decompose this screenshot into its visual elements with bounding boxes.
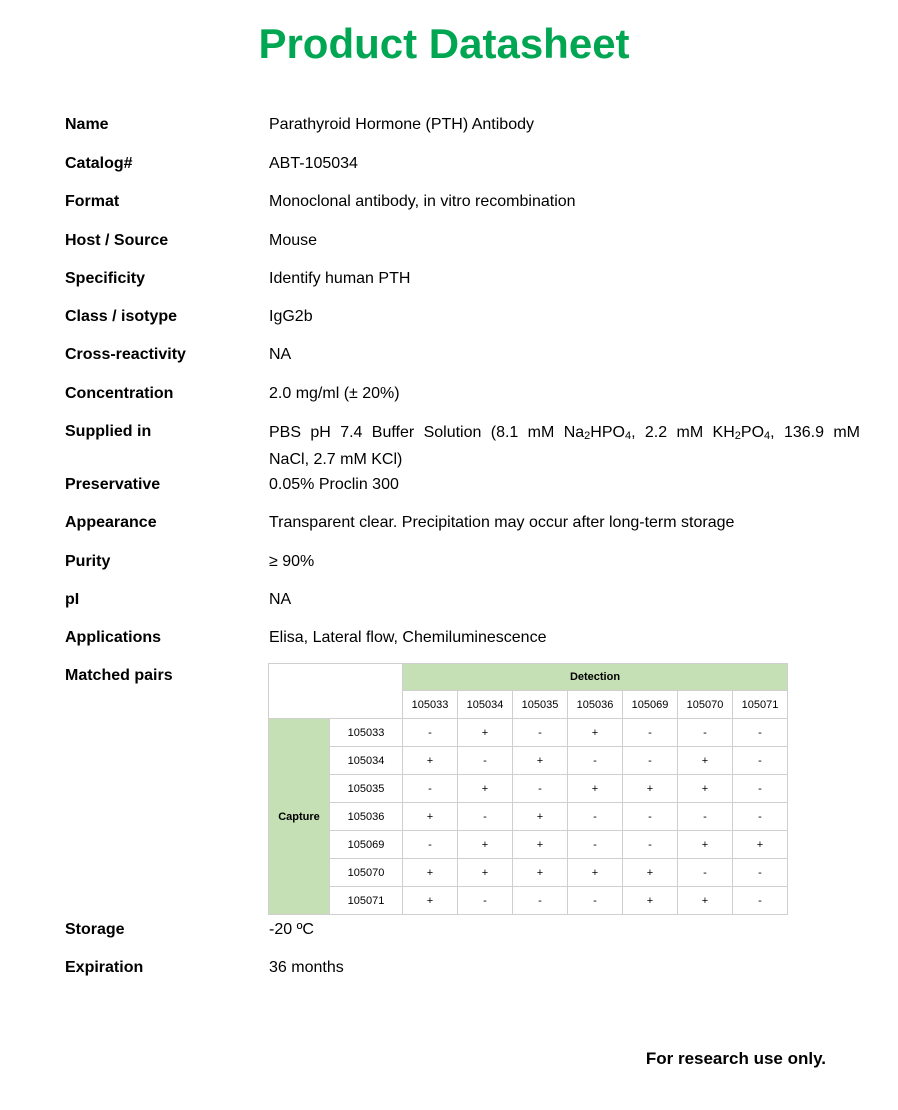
field-value: NA [269, 346, 292, 363]
detection-id: 105070 [678, 691, 733, 719]
capture-id: 105069 [330, 831, 403, 859]
detection-id: 105033 [403, 691, 458, 719]
matched-pairs-table [268, 663, 788, 915]
pair-result-cell: - [458, 803, 513, 831]
pair-result-cell: + [403, 803, 458, 831]
pair-result-cell: - [733, 719, 788, 747]
capture-id: 105071 [330, 887, 403, 915]
field-label: pI [65, 591, 80, 608]
field-value: 0.05% Proclin 300 [269, 476, 399, 493]
pair-result-cell: - [733, 803, 788, 831]
detection-header: Detection [403, 664, 788, 691]
table-header-row [269, 664, 788, 691]
capture-header: Capture [269, 719, 330, 915]
pair-result-cell: - [568, 803, 623, 831]
pair-result-cell: + [623, 887, 678, 915]
field-label: Appearance [65, 514, 157, 531]
field-value: PBS pH 7.4 Buffer Solution (8.1 mM $Na_2HPO_4$, 2.2 mM $KH_2PO_4$, 136.9 mM NaCl, 2.7 mM KCl) [269, 424, 861, 468]
pair-result-cell: + [458, 719, 513, 747]
pair-result-cell: - [623, 831, 678, 859]
pair-result-cell: + [733, 831, 788, 859]
field-value: Transparent clear. Precipitation may occur after long-term storage [269, 514, 735, 531]
pair-result-cell: + [403, 859, 458, 887]
table-row [269, 887, 788, 915]
pair-result-cell: - [623, 803, 678, 831]
detection-id: 105034 [458, 691, 513, 719]
pair-result-cell: - [568, 831, 623, 859]
table-row [269, 747, 788, 775]
page-title: Product Datasheet [258, 20, 630, 67]
pair-result-cell: - [403, 775, 458, 803]
pair-result-cell: + [458, 775, 513, 803]
pair-result-cell: + [458, 859, 513, 887]
field-label: Concentration [65, 385, 174, 402]
field-value: Mouse [269, 232, 318, 249]
field-label: Expiration [65, 959, 144, 976]
field-label: Catalog# [65, 155, 133, 172]
field-value: Identify human PTH [269, 270, 411, 287]
table-row [269, 859, 788, 887]
table-row [269, 775, 788, 803]
field-label: Name [65, 116, 109, 133]
pair-result-cell: - [403, 719, 458, 747]
pair-result-cell: + [678, 831, 733, 859]
detection-id: 105036 [568, 691, 623, 719]
field-value: ABT-105034 [269, 155, 358, 172]
pair-result-cell: - [568, 887, 623, 915]
field-label: Supplied in [65, 423, 152, 440]
field-value: ≥ 90% [269, 553, 315, 570]
field-label: Storage [65, 921, 125, 938]
detection-id: 105071 [733, 691, 788, 719]
pair-result-cell: - [733, 775, 788, 803]
field-label: Specificity [65, 270, 146, 287]
pair-result-cell: - [513, 719, 568, 747]
pair-result-cell: + [678, 775, 733, 803]
pair-result-cell: + [513, 747, 568, 775]
pair-result-cell: - [403, 831, 458, 859]
field-value: Monoclonal antibody, in vitro recombination [269, 193, 576, 210]
pair-result-cell: + [678, 887, 733, 915]
pair-result-cell: - [623, 747, 678, 775]
field-label: Cross-reactivity [65, 346, 186, 363]
table-row [269, 719, 788, 747]
pair-result-cell: + [678, 747, 733, 775]
field-label: Class / isotype [65, 308, 178, 325]
field-value: 36 months [269, 959, 344, 976]
capture-id: 105035 [330, 775, 403, 803]
field-value: -20 ºC [269, 921, 314, 938]
field-value: Elisa, Lateral flow, Chemiluminescence [269, 629, 547, 646]
pair-result-cell: - [458, 887, 513, 915]
table-row [269, 831, 788, 859]
pair-result-cell: - [733, 859, 788, 887]
field-label: Host / Source [65, 232, 169, 249]
pair-result-cell: + [513, 803, 568, 831]
capture-id: 105033 [330, 719, 403, 747]
detection-id: 105035 [513, 691, 568, 719]
table-row [269, 803, 788, 831]
field-value: IgG2b [269, 308, 313, 325]
pair-result-cell: + [623, 775, 678, 803]
pair-result-cell: + [568, 859, 623, 887]
pair-result-cell: - [458, 747, 513, 775]
pair-result-cell: + [623, 859, 678, 887]
pair-result-cell: - [513, 887, 568, 915]
pair-result-cell: + [403, 747, 458, 775]
capture-id: 105036 [330, 803, 403, 831]
pair-result-cell: - [678, 859, 733, 887]
field-label: Format [65, 193, 120, 210]
field-label: Preservative [65, 476, 161, 493]
capture-id: 105070 [330, 859, 403, 887]
pair-result-cell: - [733, 747, 788, 775]
field-value: Parathyroid Hormone (PTH) Antibody [269, 116, 534, 133]
pair-result-cell: + [568, 775, 623, 803]
field-value: NA [269, 591, 292, 608]
pair-result-cell: + [403, 887, 458, 915]
table-corner [269, 664, 403, 719]
pair-result-cell: - [623, 719, 678, 747]
pair-result-cell: + [568, 719, 623, 747]
field-label: Matched pairs [65, 667, 173, 684]
pair-result-cell: + [458, 831, 513, 859]
field-value: 2.0 mg/ml (± 20%) [269, 385, 400, 402]
field-label: Purity [65, 553, 111, 570]
pair-result-cell: - [513, 775, 568, 803]
capture-id: 105034 [330, 747, 403, 775]
footer-note: For research use only. [645, 1049, 826, 1068]
detection-id: 105069 [623, 691, 678, 719]
pair-result-cell: - [568, 747, 623, 775]
pair-result-cell: - [678, 719, 733, 747]
pair-result-cell: + [513, 831, 568, 859]
field-label: Applications [65, 629, 162, 646]
pair-result-cell: - [678, 803, 733, 831]
pair-result-cell: + [513, 859, 568, 887]
pair-result-cell: - [733, 887, 788, 915]
